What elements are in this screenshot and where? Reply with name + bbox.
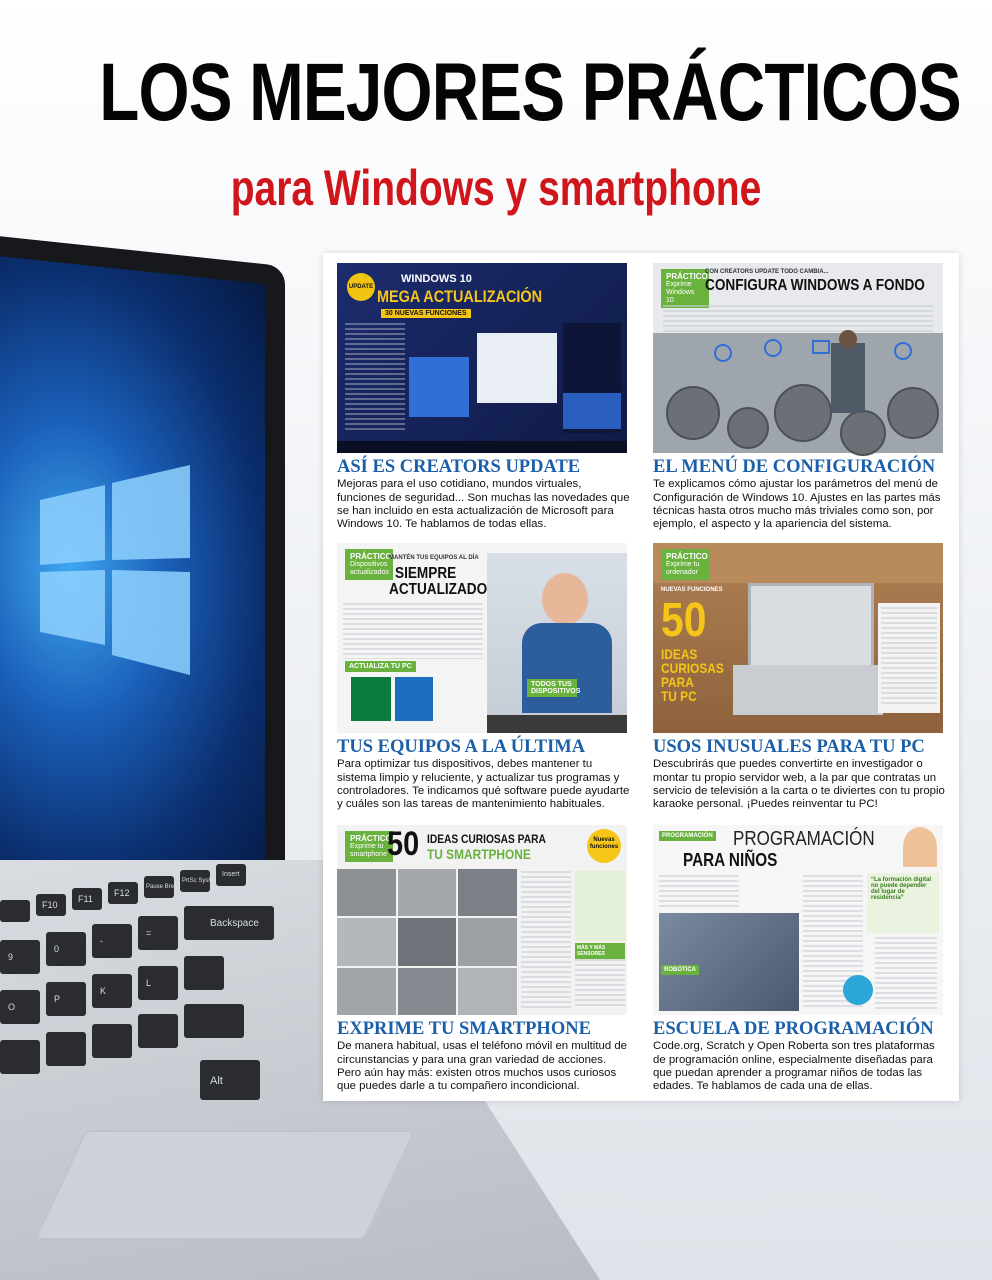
thumb-programacion-ninos xyxy=(653,825,943,1015)
page-title: LOS MEJORES PRÁCTICOS xyxy=(99,47,961,138)
thumb-siempre-actualizado xyxy=(337,543,627,733)
practico-tag: PRÁCTICO Dispositivos actualizados xyxy=(345,549,393,580)
thumb-50-ideas-pc xyxy=(653,543,943,733)
thumb4-line4: TU PC xyxy=(661,688,697,704)
articles-panel xyxy=(323,253,959,1101)
thumb5-side: MÁS Y MÁS SENSORES xyxy=(575,943,625,959)
key-9: 9 xyxy=(8,952,14,962)
thumb6-quote: “La formación digital no puede depender del lugar de residencia” xyxy=(867,873,939,933)
touchpad xyxy=(34,1130,415,1240)
article-escuela-programacion xyxy=(653,825,949,1094)
thumb5-line2: TU SMARTPHONE xyxy=(427,846,531,862)
key-prtsc: PrtSc SysRq xyxy=(182,878,217,884)
thumb6-headline2: PARA NIÑOS xyxy=(683,850,778,870)
key-pause: Pause Break xyxy=(146,884,181,890)
thumb5-badge: Nuevas funciones xyxy=(587,829,621,863)
thumb2-headline: CONFIGURA WINDOWS A FONDO xyxy=(705,277,925,294)
thumb5-line1: IDEAS CURIOSAS PARA xyxy=(427,832,546,846)
thumb4-line2: CURIOSAS xyxy=(661,660,724,676)
key-p: P xyxy=(54,994,61,1004)
update-badge: UPDATE xyxy=(347,273,375,301)
practico-tag: PRÁCTICO Exprime Windows 10 xyxy=(661,269,709,308)
thumb1-line3: 30 NUEVAS FUNCIONES xyxy=(381,309,471,318)
thumb-50-ideas-smartphone xyxy=(337,825,627,1015)
thumb2-kicker: CON CREATORS UPDATE TODO CAMBIA... xyxy=(705,269,829,275)
thumb1-headline: MEGA ACTUALIZACIÓN xyxy=(377,287,543,306)
thumb-configura xyxy=(653,263,943,453)
article-title: TUS EQUIPOS A LA ÚLTIMA xyxy=(337,737,586,757)
article-title: ESCUELA DE PROGRAMACIÓN xyxy=(653,1019,934,1039)
page-subtitle: para Windows y smartphone xyxy=(230,160,762,216)
thumb3-headline1: SIEMPRE xyxy=(395,565,457,582)
key-backspace: Backspace xyxy=(210,918,259,929)
article-text: Te explicamos cómo ajustar los parámetros del menú de Configuración de Windows 10. Ajustes en las partes más técnicas hasta otros mucho más triviales como son, por ejemplo, el aspecto y la apariencia del sistema. xyxy=(653,478,941,531)
practico-tag: PRÁCTICO Exprime tu ordenador xyxy=(661,549,709,580)
thumb4-line3: PARA xyxy=(661,674,694,690)
thumb3-box1: ACTUALIZA TU PC xyxy=(345,661,416,672)
gears-icon xyxy=(653,333,943,453)
article-title: EXPRIME TU SMARTPHONE xyxy=(337,1019,591,1039)
article-equipos-ultima xyxy=(337,543,633,812)
windows-logo-icon xyxy=(20,460,200,680)
article-text: Mejoras para el uso cotidiano, mundos virtuales, funciones de seguridad... Son muchas las novedades que se han incluido en esta actualización de Microsoft para Windows 10. Te hablamos de todas ellas. xyxy=(337,478,630,531)
article-title: ASÍ ES CREATORS UPDATE xyxy=(337,457,581,477)
key-minus: - xyxy=(100,936,103,946)
article-menu-configuracion xyxy=(653,263,949,532)
article-exprime-smartphone xyxy=(337,825,633,1094)
key-insert: Insert xyxy=(222,871,240,878)
article-creators-update xyxy=(337,263,633,532)
keyboard xyxy=(0,871,330,1110)
thumb3-headline2: ACTUALIZADO xyxy=(389,581,488,598)
article-title: USOS INUSUALES PARA TU PC xyxy=(653,737,925,757)
practico-tag: PRÁCTICO Exprime tu smartphone xyxy=(345,831,393,862)
key-l: L xyxy=(146,978,152,988)
thumb5-number: 50 xyxy=(387,825,420,863)
article-title: EL MENÚ DE CONFIGURACIÓN xyxy=(653,457,936,477)
thumb4-kicker: NUEVAS FUNCIONES xyxy=(661,587,723,593)
article-text: Para optimizar tus dispositivos, debes mantener tu sistema limpio y reluciente, y actualizar tus programas y controladores. Te indicamos qué software puede ayudarte y cuáles son las tareas de mantenimiento habituales. xyxy=(337,758,630,811)
thumb1-line1: WINDOWS 10 xyxy=(401,273,472,285)
thumb3-box2: TODOS TUS DISPOSITIVOS xyxy=(527,679,577,697)
article-text: Code.org, Scratch y Open Roberta son tres plataformas de programación online, especialmente diseñadas para que puedan aprender a programar niños de todas las edades. Te hablamos de cada una de ellas. xyxy=(653,1040,935,1093)
key-o: O xyxy=(8,1002,16,1012)
thumb4-number: 50 xyxy=(661,594,707,647)
key-equals: = xyxy=(146,928,152,938)
key-f10: F10 xyxy=(42,900,58,910)
thumb6-label: ROBÓTICA xyxy=(661,965,699,975)
article-text: Descubrirás que puedes convertirte en investigador o montar tu propio servidor web, a la par que contratas un servicio de televisión a la carta o te diviertes con tu propio karaoke personal. ¡Puedes reinventar tu PC! xyxy=(653,758,945,811)
thumb6-kicker: PROGRAMACIÓN xyxy=(659,831,716,841)
key-f11: F11 xyxy=(78,894,93,904)
thumb4-line1: IDEAS xyxy=(661,646,698,662)
key-k: K xyxy=(100,986,107,996)
key-f12: F12 xyxy=(114,888,130,898)
article-usos-inusuales xyxy=(653,543,949,812)
article-text: De manera habitual, usas el teléfono móvil en multitud de circunstancias y para una gran variedad de acciones. Pero aún hay más: existen otros muchos usos curiosos que puedes darle a tu compañero incondicional. xyxy=(337,1040,627,1093)
thumb3-kicker: MANTÉN TUS EQUIPOS AL DÍA xyxy=(389,555,479,561)
thumb6-headline1: PROGRAMACIÓN xyxy=(733,828,875,850)
key-alt: Alt xyxy=(210,1075,223,1087)
key-0: 0 xyxy=(54,944,60,954)
thumb-windows10 xyxy=(337,263,627,453)
